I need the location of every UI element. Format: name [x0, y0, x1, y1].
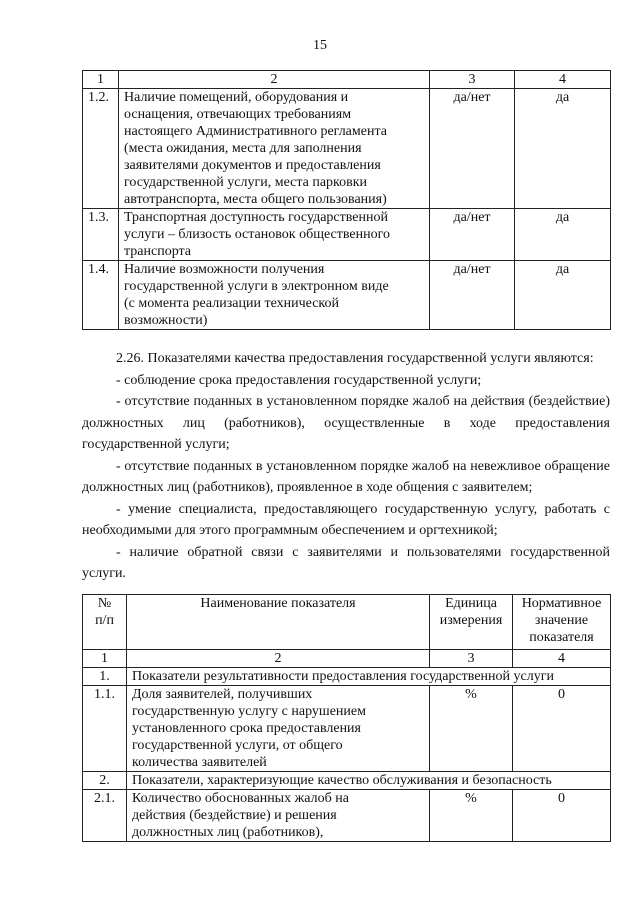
description-line: Наличие помещений, оборудования и — [124, 90, 349, 105]
description-line: должностных лиц (работников), — [132, 825, 324, 840]
page-number: 15 — [313, 38, 327, 53]
description-line: Транспортная доступность государственной — [124, 210, 388, 225]
row-unit: % — [430, 686, 513, 772]
row-value: 0 — [513, 790, 611, 842]
row-value: да — [515, 209, 611, 261]
column-index: 3 — [430, 71, 515, 89]
section-row — [83, 668, 611, 686]
description-line: государственной услуги, места парковки — [124, 175, 368, 190]
description-line: (с момента реализации технической — [124, 296, 339, 311]
table-row — [83, 261, 611, 330]
description-line: государственную услугу с нарушением — [132, 704, 366, 719]
table-row — [83, 209, 611, 261]
list-item: - соблюдение срока предоставления государственной услуги; — [116, 372, 482, 388]
row-description — [127, 686, 430, 772]
description-line: Доля заявителей, получивших — [132, 687, 313, 702]
description-line: заявителями документов и предоставления — [124, 158, 381, 173]
description-line: оснащения, отвечающих требованиям — [124, 107, 352, 122]
description-line: государственной услуги, от общего — [132, 738, 343, 753]
column-index: 1 — [83, 650, 127, 668]
row-unit: % — [430, 790, 513, 842]
section-title: Показатели результативности предоставления государственной услуги — [127, 668, 611, 686]
column-index: 3 — [430, 650, 513, 668]
table-row — [83, 89, 611, 209]
description-line: количества заявителей — [132, 755, 267, 770]
column-index: 2 — [127, 650, 430, 668]
description-line: (места ожидания, места для заполнения — [124, 141, 362, 156]
header-indicator-name: Наименование показателя — [127, 595, 430, 650]
row-description — [127, 790, 430, 842]
row-value: да — [515, 261, 611, 330]
list-item: - отсутствие поданных в установленном порядке жалоб на действия (бездействие) должностных лиц (работников), осуществленные в ходе предоставления государственной услуги; — [82, 394, 610, 452]
description-line: автотранспорта, места общего пользования) — [124, 192, 387, 207]
row-value: да — [515, 89, 611, 209]
row-number: 1.3. — [83, 209, 119, 261]
description-line: возможности) — [124, 313, 208, 328]
description-line: услуги – близость остановок общественного — [124, 227, 390, 242]
section-title: Показатели, характеризующие качество обслуживания и безопасность — [127, 772, 611, 790]
table-row — [83, 686, 611, 772]
column-index: 4 — [515, 71, 611, 89]
header-unit: Единица измерения — [430, 595, 513, 650]
row-number: 1.4. — [83, 261, 119, 330]
section-number: 2. — [83, 772, 127, 790]
row-description — [119, 261, 430, 330]
section-2-26 — [82, 348, 610, 585]
quality-indicators-table-continued — [82, 70, 611, 330]
list-item: - наличие обратной связи с заявителями и пользователями государственной услуги. — [82, 544, 610, 581]
description-line: Наличие возможности получения — [124, 262, 325, 277]
header-number: № п/п — [83, 595, 127, 650]
row-unit: да/нет — [430, 89, 515, 209]
column-index: 4 — [513, 650, 611, 668]
column-index: 1 — [83, 71, 119, 89]
row-unit: да/нет — [430, 261, 515, 330]
list-item: - отсутствие поданных в установленном порядке жалоб на невежливое обращение должностных лиц (работников), проявленное в ходе общения с заявителем; — [82, 458, 610, 495]
description-line: государственной услуги в электронном виде — [124, 279, 389, 294]
row-number: 1.2. — [83, 89, 119, 209]
row-unit: да/нет — [430, 209, 515, 261]
table-header-row — [83, 595, 611, 650]
description-line: транспорта — [124, 244, 192, 259]
table-header-row — [83, 71, 611, 89]
row-number: 1.1. — [83, 686, 127, 772]
quality-indicators-table — [82, 594, 611, 842]
row-description — [119, 89, 430, 209]
description-line: Количество обоснованных жалоб на — [132, 791, 349, 806]
section-number: 1. — [83, 668, 127, 686]
row-number: 2.1. — [83, 790, 127, 842]
column-index: 2 — [119, 71, 430, 89]
row-description — [119, 209, 430, 261]
header-norm-value: Нормативное значение показателя — [513, 595, 611, 650]
list-item: - умение специалиста, предоставляющего государственную услугу, работать с необходимыми для этого программным обеспечением и оргтехникой; — [82, 501, 610, 538]
table-row — [83, 790, 611, 842]
section-row — [83, 772, 611, 790]
description-line: действия (бездействие) и решения — [132, 808, 337, 823]
table-index-row — [83, 650, 611, 668]
description-line: установленного срока предоставления — [132, 721, 361, 736]
description-line: настоящего Административного регламента — [124, 124, 387, 139]
row-value: 0 — [513, 686, 611, 772]
section-intro: 2.26. Показателями качества предоставления государственной услуги являются: — [116, 351, 594, 366]
